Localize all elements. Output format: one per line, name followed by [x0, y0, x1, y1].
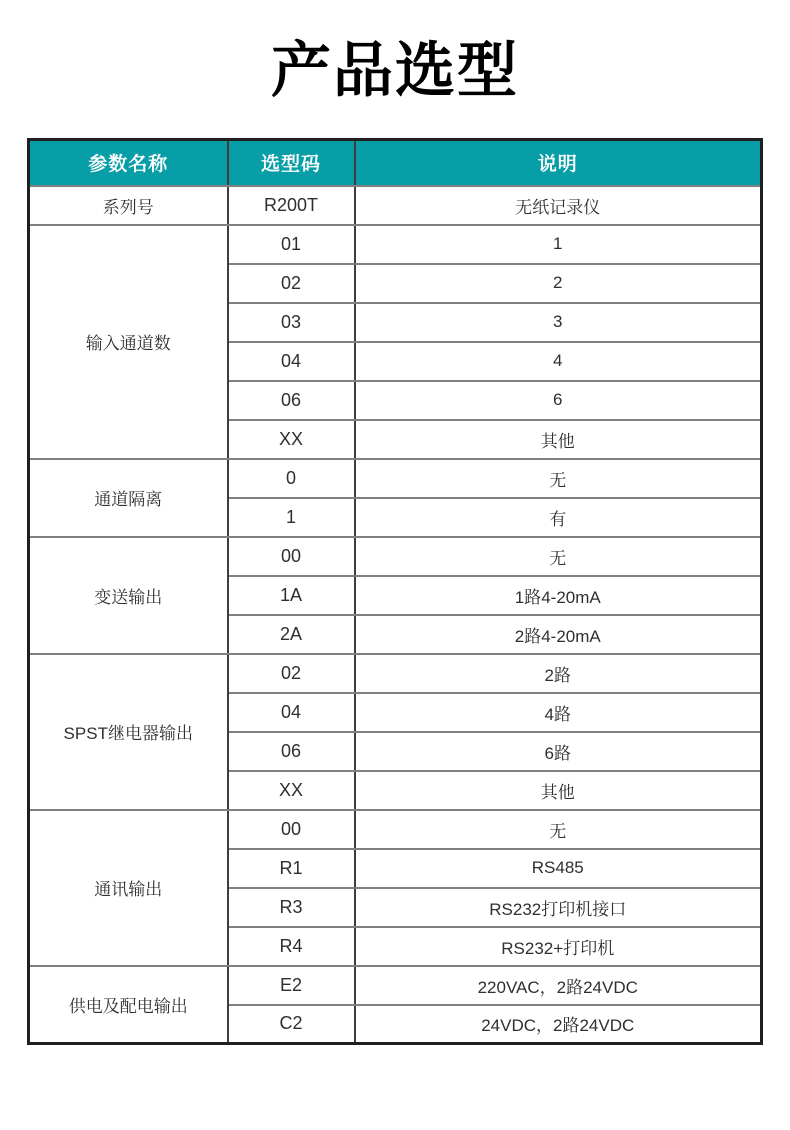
- table-row: [29, 225, 762, 264]
- description-cell: 无: [355, 537, 762, 576]
- selection-code-cell: R1: [228, 849, 355, 888]
- table-row: [29, 459, 762, 498]
- description-cell: 4: [355, 342, 762, 381]
- description-cell: 其他: [355, 771, 762, 810]
- selection-code-cell: R4: [228, 927, 355, 966]
- selection-code-cell: 01: [228, 225, 355, 264]
- parameter-name-cell: SPST继电器输出: [29, 654, 228, 810]
- table-header: [29, 140, 762, 186]
- description-cell: RS485: [355, 849, 762, 888]
- description-cell: 24VDC，2路24VDC: [355, 1005, 762, 1044]
- column-header-description: 说明: [355, 140, 762, 186]
- parameter-name-cell: 输入通道数: [29, 225, 228, 459]
- selection-code-cell: 1A: [228, 576, 355, 615]
- description-cell: 4路: [355, 693, 762, 732]
- product-selection-table: [27, 138, 763, 1045]
- selection-code-cell: 03: [228, 303, 355, 342]
- parameter-name-cell: 变送输出: [29, 537, 228, 654]
- selection-code-cell: 1: [228, 498, 355, 537]
- parameter-name-cell: 通道隔离: [29, 459, 228, 537]
- table-row: [29, 186, 762, 225]
- description-cell: 1路4-20mA: [355, 576, 762, 615]
- selection-code-cell: R200T: [228, 186, 355, 225]
- description-cell: RS232打印机接口: [355, 888, 762, 927]
- column-header-parameter-name: 参数名称: [29, 140, 228, 186]
- parameter-name-cell: 系列号: [29, 186, 228, 225]
- selection-code-cell: 00: [228, 810, 355, 849]
- selection-code-cell: XX: [228, 420, 355, 459]
- description-cell: 3: [355, 303, 762, 342]
- description-cell: 2: [355, 264, 762, 303]
- column-header-selection-code: 选型码: [228, 140, 355, 186]
- description-cell: 220VAC，2路24VDC: [355, 966, 762, 1005]
- description-cell: 1: [355, 225, 762, 264]
- table-body: [29, 186, 762, 1044]
- table-row: [29, 654, 762, 693]
- description-cell: 其他: [355, 420, 762, 459]
- selection-code-cell: 06: [228, 381, 355, 420]
- parameter-name-cell: 供电及配电输出: [29, 966, 228, 1044]
- description-cell: 6: [355, 381, 762, 420]
- table-row: [29, 810, 762, 849]
- selection-code-cell: 00: [228, 537, 355, 576]
- selection-code-cell: 0: [228, 459, 355, 498]
- description-cell: RS232+打印机: [355, 927, 762, 966]
- selection-code-cell: R3: [228, 888, 355, 927]
- selection-code-cell: 06: [228, 732, 355, 771]
- table-row: [29, 966, 762, 1005]
- selection-code-cell: XX: [228, 771, 355, 810]
- selection-code-cell: 04: [228, 342, 355, 381]
- parameter-name-cell: 通讯输出: [29, 810, 228, 966]
- table-header-row: [29, 140, 762, 186]
- description-cell: 有: [355, 498, 762, 537]
- selection-code-cell: C2: [228, 1005, 355, 1044]
- selection-code-cell: 02: [228, 654, 355, 693]
- selection-code-cell: E2: [228, 966, 355, 1005]
- table-row: [29, 537, 762, 576]
- description-cell: 6路: [355, 732, 762, 771]
- description-cell: 无: [355, 459, 762, 498]
- selection-code-cell: 2A: [228, 615, 355, 654]
- description-cell: 无: [355, 810, 762, 849]
- description-cell: 2路: [355, 654, 762, 693]
- selection-code-cell: 04: [228, 693, 355, 732]
- selection-code-cell: 02: [228, 264, 355, 303]
- description-cell: 无纸记录仪: [355, 186, 762, 225]
- description-cell: 2路4-20mA: [355, 615, 762, 654]
- page-title: 产品选型: [271, 37, 519, 104]
